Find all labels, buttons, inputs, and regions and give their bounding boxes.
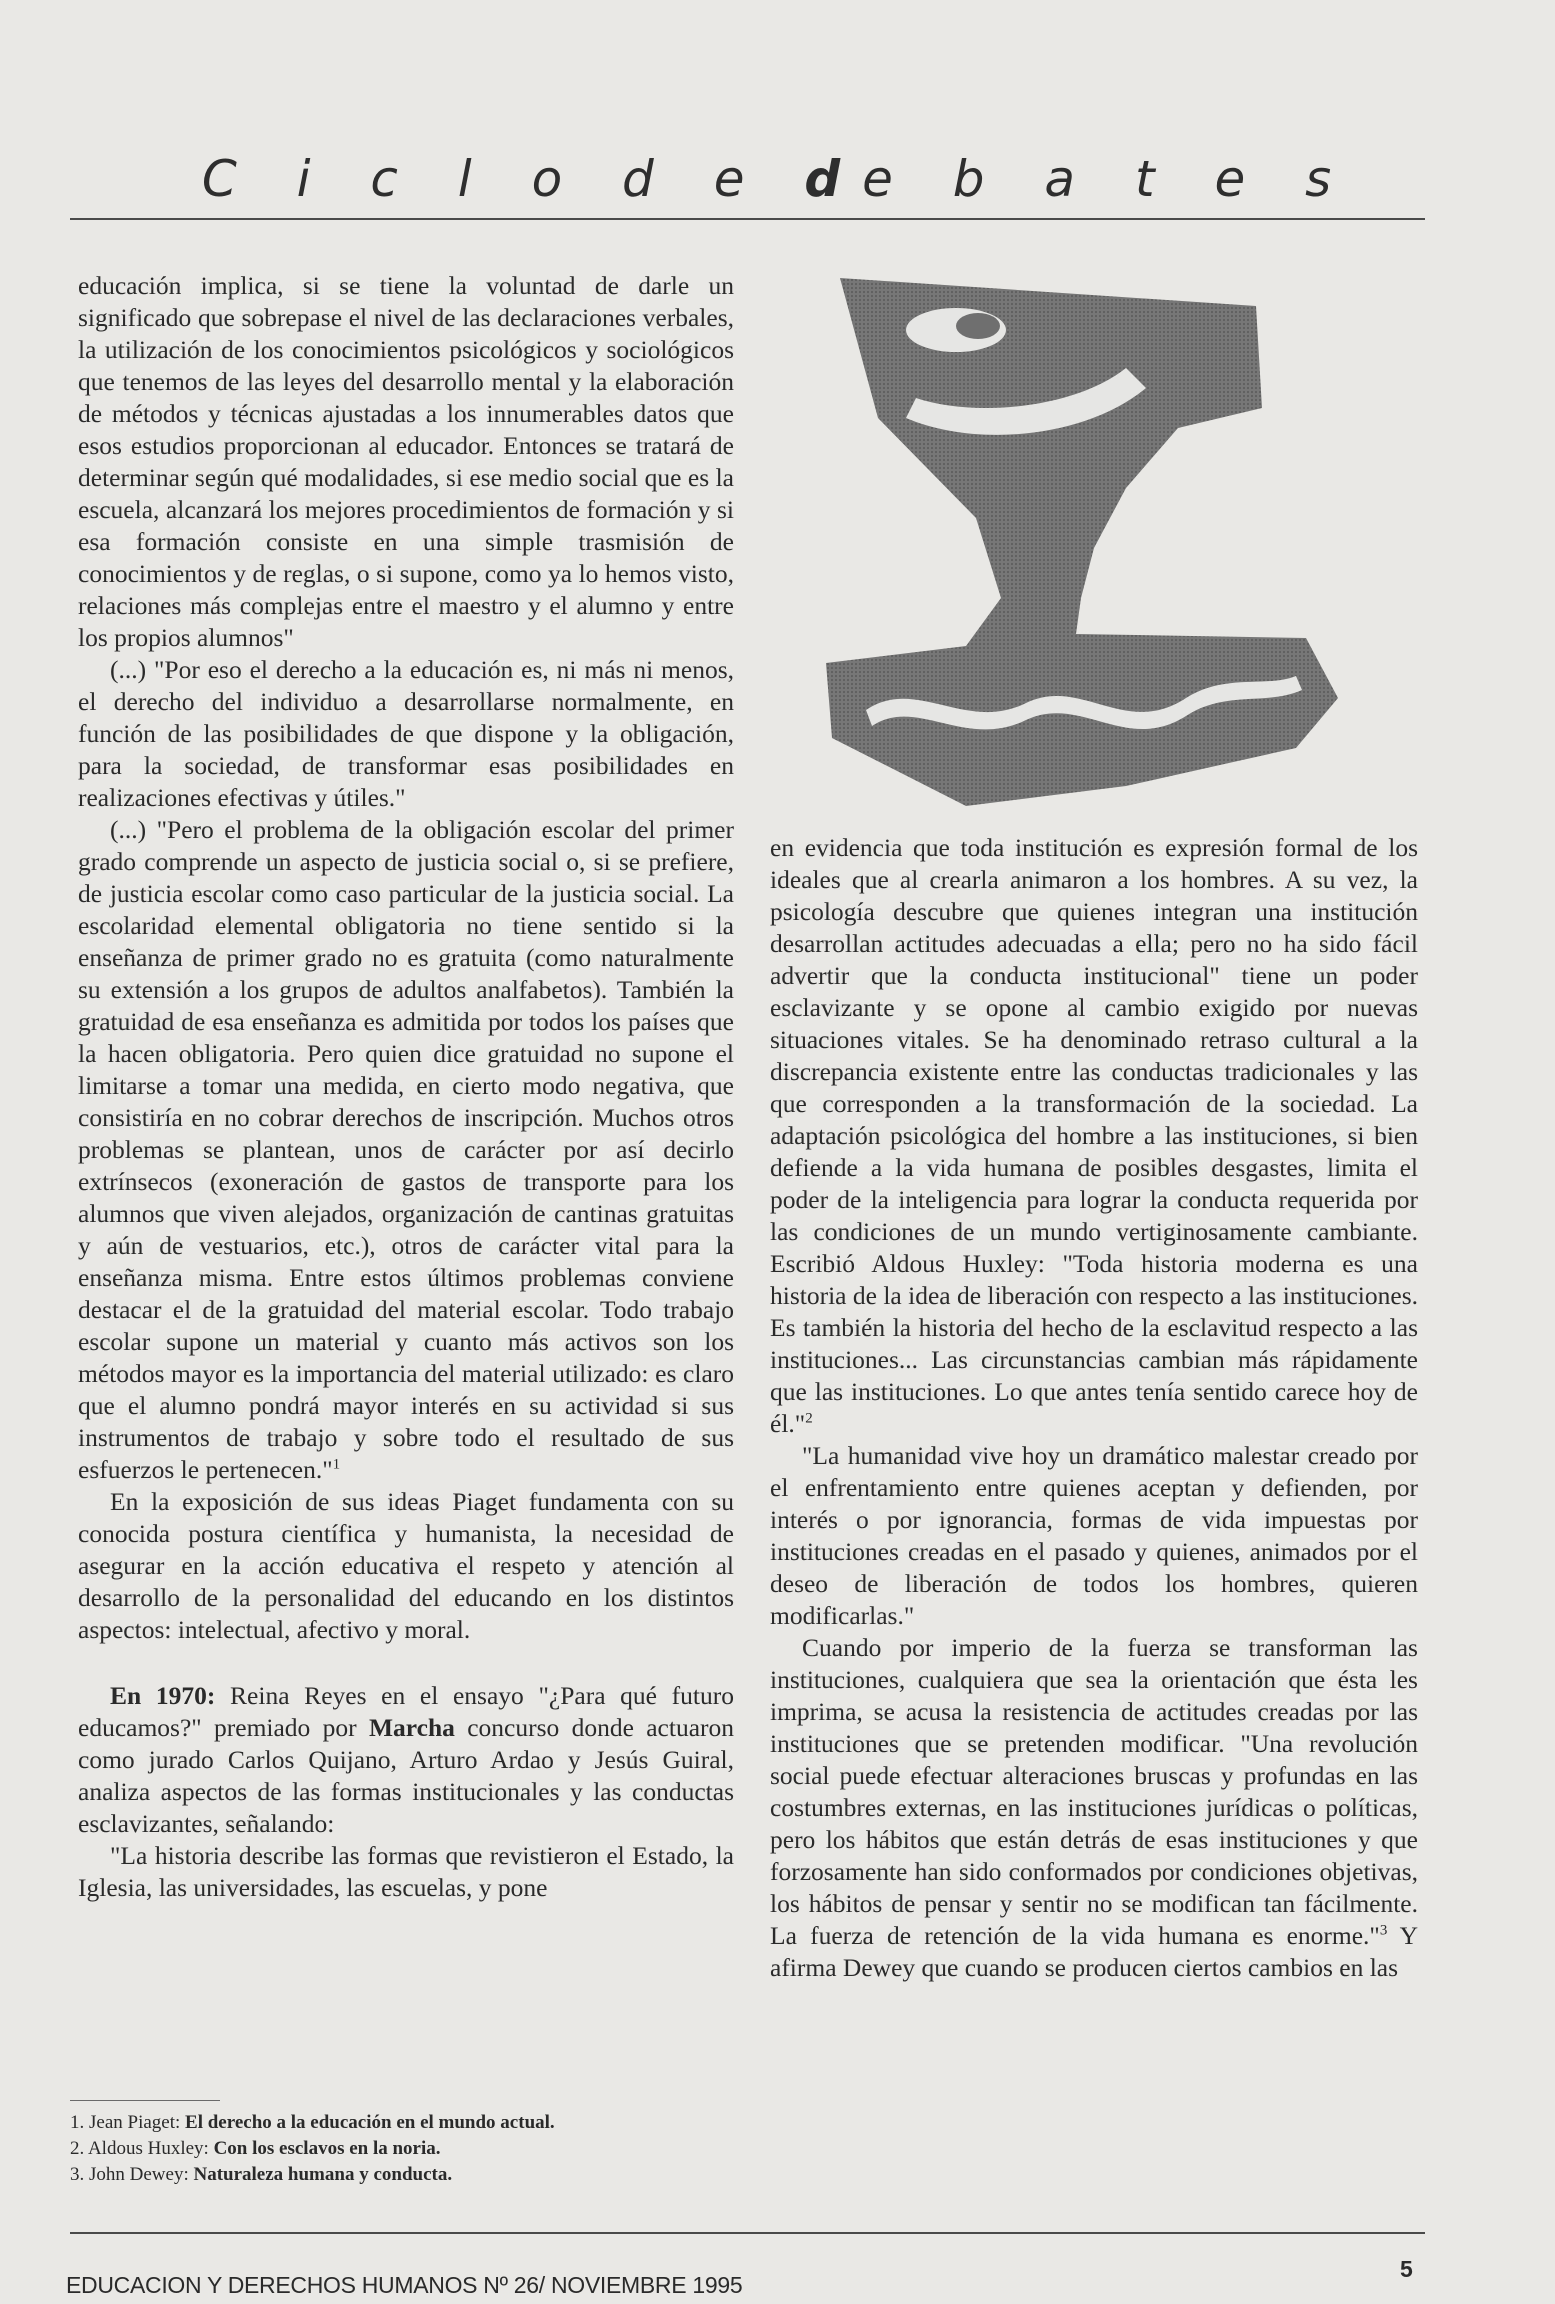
footnote-1	[70, 2110, 770, 2136]
paragraph-text: Reina Reyes en el ensayo "¿Para qué futuro educamos?" premiado por	[78, 1681, 734, 1742]
footnote-2	[70, 2136, 770, 2162]
paragraph: educación implica, si se tiene la voluntad de darle un significado que sobrepase el nivel de las declaraciones verbales, la utilización de los conocimientos psicológicos y sociológicos que tenemos de las leyes del desarrollo mental y la elaboración de métodos y técnicas ajustadas a los innumerables datos que esos estudios proporcionan al educador. Entonces se tratará de determinar según qué modalidades, si ese medio social que es la escuela, alcanzará los mejores procedimientos de formación y si esa formación consiste en una simple trasmisión de conocimientos y de reglas, o si supone, como ya lo hemos visto, relaciones más complejas entre el maestro y el alumno y entre los propios alumnos"	[78, 271, 734, 652]
page-number: 5	[1400, 2256, 1413, 2282]
paragraph-text: Cuando por imperio de la fuerza se transforman las instituciones, cualquiera que sea la orientación que ésta les imprima, se acusa la resistencia de actitudes creadas por las instituciones que se pretenden modificar. "Una revolución social puede efectuar alteraciones bruscas y profundas en las costumbres externas, en las instituciones jurídicas o políticas, pero los hábitos que están detrás de esas instituciones y que forzosamente han sido conformados por condiciones objetivas, los hábitos de pensar y sentir no se modifican tan fácilmente. La fuerza de retención de la vida humana es enorme."	[770, 1633, 1418, 1950]
abstract-illustration	[826, 278, 1346, 806]
paragraph-text: en evidencia que toda institución es expresión formal de los ideales que al crearla animaron a los hombres. A su vez, la psicología descubre que quienes integran una institución desarrollan actitudes adecuadas a ella; pero no ha sido fácil advertir que la conducta institucional" tiene un poder esclavizante y se opone al cambio exigido por nuevas situaciones vitales. Se ha denominado retraso cultural a la discrepancia existente entre las conductas tradicionales y las que corresponden a la transformación de la sociedad. La adaptación psicológica del hombre a las instituciones, si bien defiende a la vida humana de posibles desgastes, limita el poder de la inteligencia para lograr la conducta requerida por las condiciones de un mundo vertiginosamente cambiante. Escribió Aldous Huxley: "Toda historia moderna es una historia de la idea de liberación con respecto a las instituciones. Es también la historia del hecho de la esclavitud respecto a las instituciones... Las circunstancias cambian más rápidamente que las instituciones. Lo que antes tenía sentido carece hoy de él."	[770, 833, 1418, 1438]
paragraph	[770, 832, 1418, 1440]
paragraph: En la exposición de sus ideas Piaget fundamenta con su conocida postura científica y humanista, la necesidad de asegurar en la acción educativa el respeto y atención al desarrollo de la personalidad del educando en los distintos aspectos: intelectual, afectivo y moral.	[78, 1487, 734, 1644]
right-column	[770, 832, 1418, 1984]
paragraph: (...) "Por eso el derecho a la educación es, ni más ni menos, el derecho del individuo a desarrollarse normalmente, en función de las posibilidades de que dispone y la obligación, para la sociedad, de transformar esas posibilidades en realizaciones efectivas y útiles."	[78, 655, 734, 812]
paragraph: "La historia describe las formas que revistieron el Estado, la Iglesia, las universidades, las escuelas, y pone	[78, 1841, 734, 1902]
footnote-author: 1. Jean Piaget:	[70, 2112, 186, 2133]
footnote-author: 2. Aldous Huxley:	[70, 2138, 214, 2159]
footnotes	[70, 2110, 770, 2188]
header-title-bold-letter: d	[804, 150, 863, 208]
paragraph	[78, 814, 734, 1486]
illustration-pupil	[956, 313, 1000, 339]
footnote-ref: 3	[1379, 1922, 1388, 1939]
illustration-shape	[826, 278, 1338, 806]
paragraph: "La humanidad vive hoy un dramático malestar creado por el enfrentamiento entre quienes aceptan y defienden, por interés o por ignorancia, formas de vida impuestas por instituciones creadas en el pasado y quienes, animados por el deseo de liberación de todos los hombres, quieren modificarlas."	[770, 1441, 1418, 1630]
footnote-title: Con los esclavos en la noria.	[213, 2138, 441, 2159]
footnote-title: Naturaleza humana y conducta.	[193, 2164, 453, 2185]
footer-rule	[70, 2232, 1425, 2234]
paragraph-text: concurso donde actuaron como jurado Carlos Quijano, Arturo Ardao y Jesús Guiral, analiza aspectos de las formas institucionales y las conductas esclavizantes, señalando:	[78, 1713, 735, 1838]
paragraph	[770, 1632, 1418, 1984]
header-rule	[70, 218, 1425, 220]
footnote-3	[70, 2162, 770, 2188]
paragraph	[78, 1680, 734, 1840]
footnote-ref: 2	[805, 1410, 813, 1427]
paragraph-text: Y afirma Dewey que cuando se producen ciertos cambios en las	[770, 1921, 1418, 1982]
year-heading: En 1970:	[110, 1681, 216, 1710]
publication-name: Marcha	[368, 1713, 455, 1742]
paragraph-text: (...) "Pero el problema de la obligación escolar del primer grado comprende un aspecto de justicia social o, si se prefiere, de justicia escolar como caso particular de la justicia social. La escolaridad elemental obligatoria no tiene sentido si la enseñanza de primer grado no es gratuita (como naturalmente su extensión a los grupos de adultos analfabetos). También la gratuidad de esa enseñanza es admitida por todos los países que la hacen obligatoria. Pero quien dice gratuidad no supone el limitarse a tomar una medida, en cierto modo negativa, que consistiría en no cobrar derechos de inscripción. Muchos otros problemas se plantean, unos de carácter por así decirlo extrínsecos (exoneración de gastos de transporte para los alumnos que viven alejados, organización de cantinas gratuitas y aún de vestuarios, etc.), otros de carácter vital para la enseñanza misma. Entre estos últimos problemas conviene destacar el de la gratuidad del material escolar. Todo trabajo escolar supone un material y cuanto más activos son los métodos mayor es la importancia del material utilizado: es claro que el alumno pondrá mayor interés en su actividad si sus instrumentos de trabajo y sobre todo el resultado de sus esfuerzos le pertenecen."	[78, 815, 734, 1484]
header-title-part1: C i c l o d e	[201, 150, 805, 208]
footnote-ref: 1	[332, 1456, 341, 1473]
footnote-title: El derecho a la educación en el mundo actual.	[185, 2112, 555, 2133]
left-column	[78, 270, 734, 1904]
header-title-part2: e b a t e s	[862, 150, 1354, 208]
footnote-rule	[70, 2100, 220, 2101]
footer-publication: EDUCACION Y DERECHOS HUMANOS Nº 26/ NOVIEMBRE 1995	[66, 2272, 743, 2298]
footnote-author: 3. John Dewey:	[70, 2164, 194, 2185]
running-header	[0, 150, 1555, 210]
